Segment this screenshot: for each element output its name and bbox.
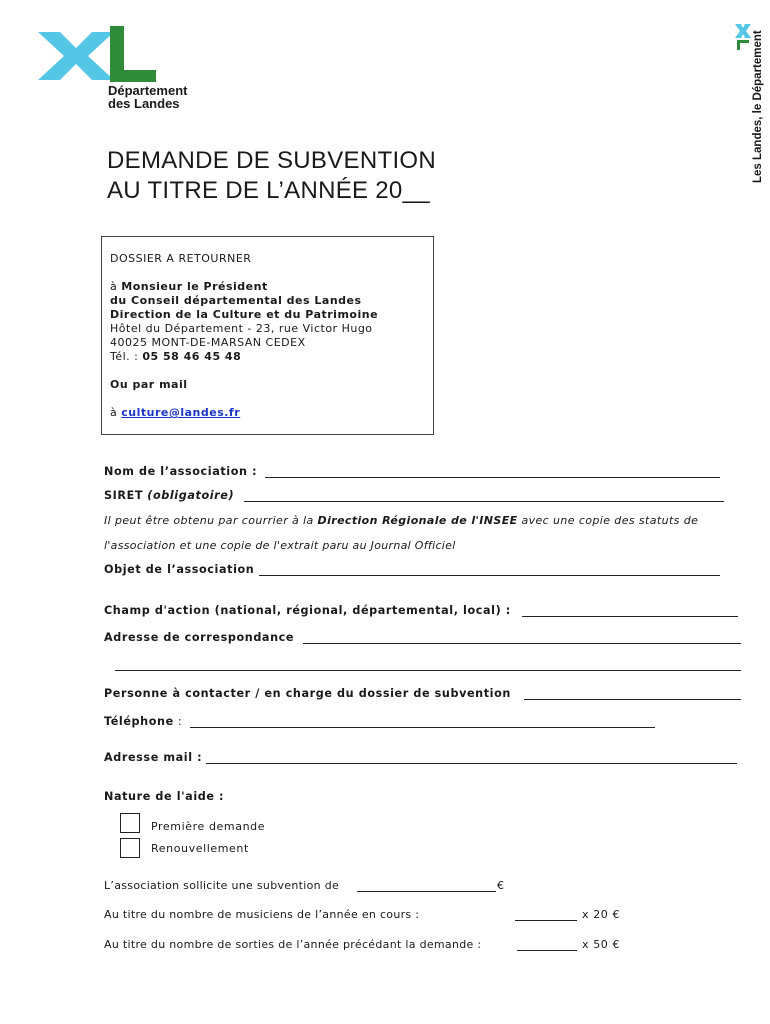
outings-rate: x 50 € <box>582 938 621 951</box>
renewal-label: Renouvellement <box>151 842 249 855</box>
box-or-mail: Ou par mail <box>110 378 188 391</box>
return-address-box <box>101 236 434 435</box>
box-heading: DOSSIER A RETOURNER <box>110 252 252 265</box>
amount-field[interactable] <box>357 891 496 892</box>
email-link[interactable]: culture@landes.fr <box>121 406 241 419</box>
contact-person-label: Personne à contacter / en charge du dossier de subvention <box>104 687 511 700</box>
small-xl-logo-icon <box>735 24 751 50</box>
box-phone: Tél. : 05 58 46 45 48 <box>110 350 242 363</box>
association-object-label: Objet de l’association <box>104 563 255 576</box>
outings-field[interactable] <box>517 950 577 951</box>
box-line-city: 40025 MONT-DE-MARSAN CEDEX <box>110 336 306 349</box>
first-request-checkbox[interactable] <box>120 813 140 833</box>
renewal-checkbox[interactable] <box>120 838 140 858</box>
association-object-field[interactable] <box>259 575 720 576</box>
email-field[interactable] <box>206 763 737 764</box>
correspondence-address-field-line2[interactable] <box>115 670 741 671</box>
aid-type-label: Nature de l'aide : <box>104 790 225 803</box>
association-name-field[interactable] <box>265 477 720 478</box>
scope-label: Champ d'action (national, régional, départemental, local) : <box>104 604 511 617</box>
logo-text-line1: Département <box>108 83 188 98</box>
musicians-label: Au titre du nombre de musiciens de l’année en cours : <box>104 908 420 921</box>
insee-note-line2: l'association et une copie de l'extrait paru au Journal Officiel <box>104 539 456 552</box>
first-request-label: Première demande <box>151 820 266 833</box>
xl-logo-icon <box>38 24 160 88</box>
outings-label: Au titre du nombre de sorties de l’année précédant la demande : <box>104 938 482 951</box>
box-line-direction: Direction de la Culture et du Patrimoine <box>110 308 379 321</box>
musicians-field[interactable] <box>515 920 577 921</box>
side-tagline: Les Landes, le Département <box>752 30 764 183</box>
correspondence-address-field[interactable] <box>303 643 741 644</box>
scope-field[interactable] <box>522 616 738 617</box>
siret-label: SIRET (obligatoire) <box>104 489 235 502</box>
phone-field[interactable] <box>190 727 655 728</box>
email-label: Adresse mail : <box>104 751 203 764</box>
page-title-line2: AU TITRE DE L’ANNÉE 20__ <box>107 177 430 204</box>
insee-note: Il peut être obtenu par courrier à la Direction Régionale de l'INSEE avec une copie des statuts de <box>104 514 699 527</box>
contact-person-field[interactable] <box>524 699 741 700</box>
musicians-rate: x 20 € <box>582 908 621 921</box>
box-recipient: à Monsieur le Président <box>110 280 268 293</box>
association-name-label: Nom de l’association : <box>104 465 258 478</box>
amount-label: L’association sollicite une subvention de <box>104 879 340 892</box>
amount-unit: € <box>497 879 505 892</box>
box-email: à culture@landes.fr <box>110 406 241 419</box>
correspondence-address-label: Adresse de correspondance <box>104 631 295 644</box>
page-title-line1: DEMANDE DE SUBVENTION <box>107 147 437 174</box>
box-line-street: Hôtel du Département - 23, rue Victor Hugo <box>110 322 373 335</box>
siret-field[interactable] <box>244 501 724 502</box>
logo-text-line2: des Landes <box>108 96 180 111</box>
phone-label: Téléphone : <box>104 715 183 728</box>
box-line-council: du Conseil départemental des Landes <box>110 294 362 307</box>
